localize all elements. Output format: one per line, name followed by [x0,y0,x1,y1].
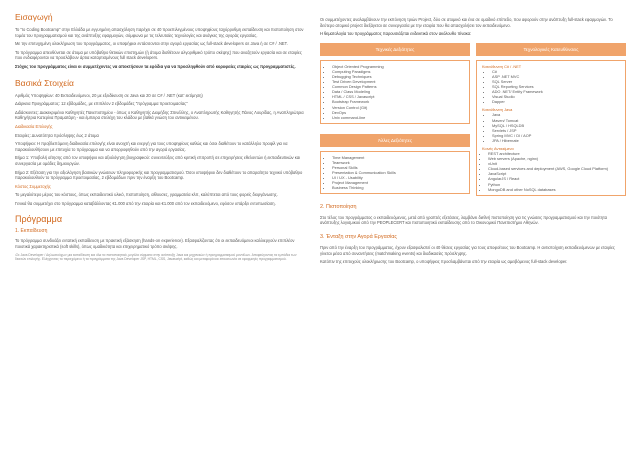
selection-heading: Διαδικασία Επιλογής [15,123,53,129]
list-item: • HTML / CSS / Javascript [332,94,464,99]
training-paragraph: Το πρόγραμμα συνδυάζει εντατική εκπαίδευση με πρακτική εξάσκηση (hands-on experience). Εξασφαλίζοντας ότι οι εκπαιδευόμενοι καλλιεργούν επιπλέον ποιοτικά χαρακτηριστικά (soft skills), όπως ομαδικότητα και επιχειρηματικό τρόπο σκέψης. [15,238,295,249]
job-market-title: 3. Ένταξη στην Αγορά Εργασίας [320,233,397,240]
left-column [15,4,305,265]
tech-directions-column [476,43,626,196]
intro-paragraph-1: Το "Io Coding Bootcamp" στην Ελλάδα με εγγυημένη απασχόληση παρέχει σε 40 προεπιλεγμένους υποψηφίους ταχύρρυθμη εκπαίδευση και πιστοποίηση στον τομέα του προγραμματισμού και της ανάπτυξης εφαρμογών, σύμφωνα με τις τελευταίες τεχνολογίες και ανάγκες της αγοράς εργασίας. [15,27,304,38]
list-item: • ASP .NET MVC [492,74,620,79]
other-skills-list [326,155,464,191]
list-item: • MySQL / HSQLDB [492,123,620,128]
list-item: • Personal Skills [332,165,464,170]
common-list [482,151,620,192]
list-item: • Object Oriented Programming [332,64,464,69]
list-item: • REST architecture [488,151,620,156]
list-item: • Business Thinking [332,185,464,190]
list-item: • Time Management [332,155,464,160]
list-item: • MongoDB and other NoSQL databases [488,187,620,192]
tech-directions-box [476,60,626,196]
companies-note: Εταιρίες: Δυνατότητα πρόσληψης έως 2 άτομα [15,132,99,138]
list-item: • Web servers (Apache, nginx) [488,156,620,161]
right-column [320,4,626,268]
list-item: • Debugging Techniques [332,74,464,79]
skills-column [320,43,470,196]
job-market-paragraph-1: Πριν από την έναρξη του προγράμματος, έχουν εξασφαλιστεί οι 40 θέσεις εργασίας για τους αποφοίτους του Bootcamp. Η αντιστοίχιση εκπαιδευόμενων με εταιρίες γίνεται μέσα από συναντήσεις (matchmaking events) και διαδικασίες πρόσληψης. [320,244,615,256]
cost-paragraph-1: Το μεγαλύτερο μέρος του κόστους, όπως εκπαιδευτικό υλικό, πιστοποίηση, αίθουσες, γραμματεία κλπ, καλύπτεται από τους φορείς διοργάνωσης. [15,192,278,198]
footnote: ¹Σε Java Developer / Δηλωσιούχων μια εκπαίδευση και όλα τα πιστοποιητικά, μεγάλα σύρματα στην ανάπτυξη Java και μηχανικών ή προγραμματισμού μοντέλων. Αποφεύγοντας τα εμπόδια των δεικτών επιλογής. Ελέγχοντας το περιεχόμενο ή τα προγράμματα της Java Developer JSP, HTML, CSS, Javascript, καθώς και μεταφορά και επικοινωνία σε εφαρμογές προγραμματισμού. [15,253,297,262]
step-2: Βήμα 2: Εξέταση για την αξιολόγηση βασικών γνώσεων πληροφορικής και προγραμματισμού. Όσοι υποψήφιοι δεν διαθέτουν το απαραίτητο τεχνικό υπόβαθρο παρακολουθούν το πρόγραμμα προετοιμασίας, 2 εβδομάδων πριν την έναρξη του Bootcamp. [15,169,303,181]
list-item: • SQL Reporting Services [492,84,620,89]
basic-title: Βασικά Στοιχεία [15,77,74,88]
java-list [482,112,620,143]
list-item: • DevOps [332,110,464,115]
cost-paragraph-2: Γενικά θα συμμετέχει στο πρόγραμμα καταβάλλοντας €1.000 από την εταιρία και €1.000 από τον εκπαιδευόμενο, εφόσον υπάρξει εντυπωσίαση. [15,200,276,206]
list-item: • Dapper [492,99,620,104]
intro-paragraph-2: Με την επιτυχημένη ολοκλήρωση του προγράμματος, οι υποψήφιοι εντάσσονται στην αγορά εργασίας ως full-stack developers σε Java ή σε C# / .NET. [15,41,288,47]
list-item: • UI / UX - Usability [332,175,464,180]
list-item: • Unix command-line [332,115,464,120]
net-category: Κατεύθυνση C# / .NET [482,63,522,69]
list-item: • Test Driven Development [332,79,464,84]
intro-paragraph-4: Στόχος του προγράμματος είναι οι συμμετέχοντες να αποκτήσουν τα εφόδια για να προσληφθούν από κορυφαίες εταιρίες ως προγραμματιστές. [15,63,296,69]
list-item: • Servlets / JSP [492,128,620,133]
list-item: • Maven/ Tomcat [492,118,620,123]
list-item: • SQL Server [492,79,620,84]
list-item: • Computing Paradigms [332,69,464,74]
tech-directions-header: Τεχνολογικές Κατευθύνσεις [476,43,626,56]
instructors: Διδάσκοντες: Διακεκριμένοι Καθηγητές Πανεπιστημίου - όπως ο Καθηγητής Διομήδης Σπινέλλης, ο Αναπληρωτής Καθηγητής Πάνος Λουρίδας, η Αναπληρώτρια Καθηγήτρια Κατερίνα Πραματάρη - και έμπειρα στελέχη του κλάδου με βαθιά γνώση του αντικειμένου. [15,109,304,121]
list-item: • ADO .NET/ Entity Framework [492,89,620,94]
intro-title: Εισαγωγή [15,12,53,22]
list-item: • xUnit [488,161,620,166]
curriculum-intro: Η θεματολογία του προγράμματος παρουσιάζεται ενδεικτικά στον ακόλουθο πίνακα: [320,31,472,37]
certification-paragraph: Στο τέλος του προγράμματος ο εκπαιδευόμενος, μετά από γραπτές εξετάσεις, λαμβάνει διεθνή πιστοποίηση για τις γνώσεις προγραμματισμού και την ποιότητα ανάπτυξης λογισμικού από την PEOPLECERT και πιστοποιητικό εκπαίδευσης από το Οικονομικό Πανεπιστήμιο Αθηνών. [320,214,607,226]
list-item: • Cloud-based services and deployment (AWS, Google Cloud Platform) [488,166,620,171]
list-item: • Java [492,112,620,117]
program-title: Πρόγραμμα [15,214,63,225]
other-skills-header: Άλλες Δεξιότητες [320,134,470,147]
list-item: • Bootstrap Framework [332,99,464,104]
candidates-note: Υποψήφιοι: Η προβλεπόμενη διαδικασία επιλογής είναι ανοιχτή και ενεργή για τους υποψηφίους καθώς και όσοι διαθέτουν το κατάλληλο προφίλ για να παρακολουθήσουν με επιτυχία το πρόγραμμα και να απορροφηθούν από την αγορά εργασίας. [15,141,288,152]
list-item: • JavaScript [488,171,620,176]
net-list [482,69,620,105]
program-duration: Διάρκεια Προγράμματος: 12 εβδομάδες, με επιπλέον 2 εβδομάδες "πρόγραμμα προετοιμασίας" [15,101,188,107]
certification-title: 2. Πιστοποίηση [320,203,357,210]
step-1: Βήμα 1: Υποβολή αίτησης από τον υποψήφιο και αξιολόγηση βιογραφικού: συνεντεύξεις από κριτική επιτροπή σε επιχειρήσεις εθελοντών ή εκπαιδευτικών και συνεργασία με ομάδες δημιουργών. [15,155,300,166]
training-subtitle: 1. Εκπαίδευση [15,228,48,235]
java-category: Κατεύθυνση Java [482,107,513,113]
candidates-count: Αριθμός Υποψηφίων: 40 Εκπαιδευόμενοι, 20 με εξειδίκευση σε Java και 20 σε C# / .NET (κατ' εκτίμηση) [15,92,203,98]
other-skills-box [320,151,470,195]
list-item: • C# [492,69,620,74]
list-item: • Spring MVC / DI / AOP [492,133,620,138]
job-market-paragraph-2: Κατόπιν της επιτυχούς ολοκλήρωσης του Bootcamp, ο υποψήφιος προσλαμβάνεται από την εταιρία ως αμειβόμενος full-stack developer. [320,259,568,265]
list-item: • Common Design Patterns [332,84,464,89]
common-category: Κοινές Αντικείμενα [482,146,514,151]
list-item: • Data / Class Modeling [332,89,464,94]
curriculum-table [320,43,626,196]
tech-skills-box [320,60,470,124]
list-item: • Python [488,182,620,187]
projects-paragraph: Οι συμμετέχοντες αναλαμβάνουν την εκπόνηση τριών Project, δύο σε ατομικό και ένα σε ομαδικό επίπεδο, που αφορούν στην ανάπτυξη full-stack εφαρμογών. Το δεύτερο ατομικό project διεξάγεται σε συνεργασία με την εταιρία που θα απασχολήσει τον εκπαιδευόμενο. [320,17,613,28]
list-item: • Presentation & Communication Skills [332,170,464,175]
list-item: • JPA / Hibernate [492,138,620,143]
list-item: • AngularJS / React [488,176,620,181]
cost-heading: Κόστος Συμμετοχής [15,183,51,189]
list-item: • Project Management [332,180,464,185]
list-item: • Teamwork [332,160,464,165]
intro-paragraph-3: Το πρόγραμμα απευθύνεται σε άτομα με υπόβαθρο θετικών επιστημών (ή άτομα διαθέτουν αλγοριθμικό τρόπο σκέψης) που αναζητούν εργασία και σε εταιρίες που ενδιαφέρονται να προσλάβουν άρτια καταρτισμένους full stack developers. [15,49,302,61]
tech-skills-header: Τεχνικές Δεξιότητες [320,43,470,56]
list-item: • Visual Studio [492,94,620,99]
list-item: • Version Control (Git) [332,105,464,110]
tech-skills-list [326,64,464,120]
